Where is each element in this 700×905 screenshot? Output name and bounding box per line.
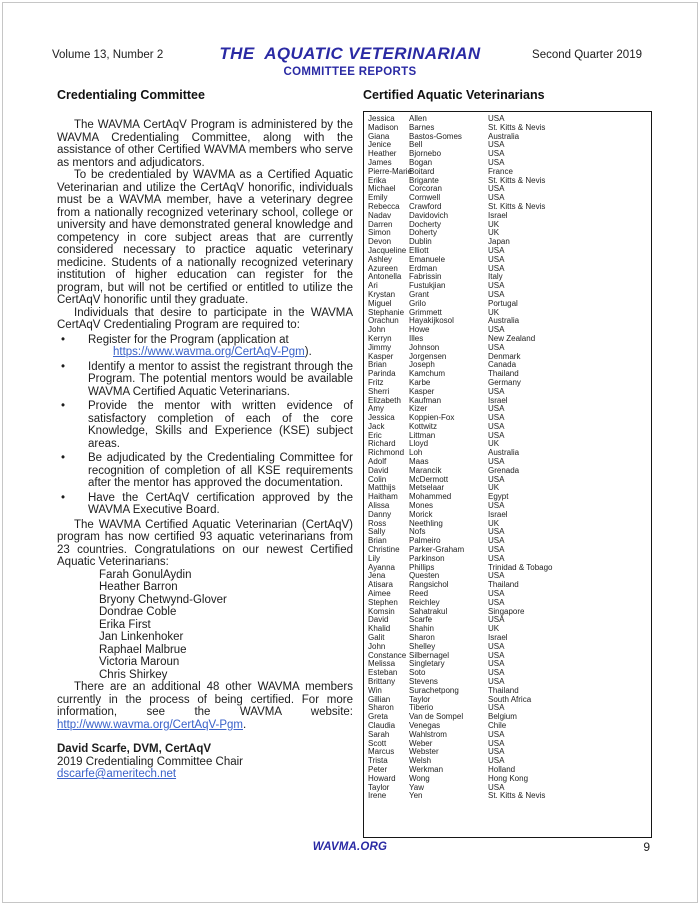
vet-last-name: Hayakijkosol: [409, 316, 454, 326]
vet-last-name: Kasper: [409, 386, 435, 396]
vet-first-name: Ari: [368, 281, 378, 291]
requirements-list: [57, 334, 353, 517]
chair-role: 2019 Credentialing Committee Chair: [57, 755, 244, 768]
vet-first-name: Trista: [368, 756, 388, 766]
vet-last-name: Johnson: [409, 342, 440, 352]
vet-first-name: David: [368, 615, 389, 625]
vet-first-name: Richard: [368, 439, 396, 449]
vet-first-name: Kasper: [368, 351, 394, 361]
vet-country: St. Kitts & Nevis: [488, 791, 546, 801]
newest-vet-name: Bryony Chetwynd-Glover: [99, 593, 227, 606]
vet-first-name: Elizabeth: [368, 395, 401, 405]
vet-first-name: Fritz: [368, 377, 384, 387]
vet-country: USA: [488, 536, 505, 546]
vet-country: USA: [488, 263, 505, 273]
vet-last-name: Webster: [409, 747, 439, 757]
vet-first-name: Komsin: [368, 606, 395, 616]
vet-first-name: Michael: [368, 184, 396, 194]
vet-country: USA: [488, 501, 505, 511]
vet-last-name: Karbe: [409, 377, 431, 387]
issue-label: Second Quarter 2019: [532, 49, 642, 61]
vet-country: South Africa: [488, 694, 532, 704]
more-info-text: There are an additional 48 other WAVMA members currently in the process of being certified. For more information, see the WAVMA website:: [57, 681, 353, 718]
vet-country: USA: [488, 553, 505, 563]
vet-last-name: Fabrissin: [409, 272, 442, 282]
newest-vet-name: Jan Linkenhoker: [99, 631, 184, 643]
vet-country: Portugal: [488, 298, 518, 308]
vet-first-name: Howard: [368, 773, 396, 783]
vet-country: USA: [488, 756, 505, 766]
vet-first-name: Christine: [368, 545, 400, 555]
vet-first-name: Colin: [368, 474, 387, 484]
vet-first-name: Erika: [368, 175, 387, 185]
vet-last-name: Doherty: [409, 228, 438, 238]
vet-last-name: Palmeiro: [409, 536, 441, 546]
vet-last-name: Scarfe: [409, 615, 433, 625]
chair-email-link[interactable]: dscarfe@ameritech.net: [57, 768, 177, 780]
vet-first-name: Greta: [368, 712, 389, 722]
vet-last-name: Bastos-Gomes: [409, 131, 462, 141]
vet-country: USA: [488, 747, 505, 757]
vet-first-name: Jack: [368, 421, 385, 431]
vet-country: Israel: [488, 210, 508, 220]
vet-country: Australia: [488, 131, 520, 141]
vet-country: USA: [488, 413, 505, 423]
vet-country: USA: [488, 404, 505, 414]
vet-country: USA: [488, 114, 505, 123]
vet-country: USA: [488, 703, 505, 713]
vet-last-name: Soto: [409, 668, 426, 678]
vet-country: Thailand: [488, 685, 519, 695]
vet-last-name: Davidovich: [409, 210, 449, 220]
vet-first-name: Nadav: [368, 210, 392, 220]
bullet-register-text: Register for the Program (application at: [88, 333, 289, 346]
vet-first-name: Giana: [368, 131, 390, 141]
vet-country: UK: [488, 219, 500, 229]
vet-first-name: Galit: [368, 633, 385, 643]
vet-last-name: Joseph: [409, 360, 435, 370]
vet-last-name: Taylor: [409, 694, 431, 704]
vet-last-name: Reichley: [409, 597, 440, 607]
vet-first-name: Taylor: [368, 782, 390, 792]
vet-last-name: Corcoran: [409, 184, 442, 194]
vet-first-name: Danny: [368, 509, 392, 519]
vet-country: USA: [488, 430, 505, 440]
vet-first-name: James: [368, 157, 392, 167]
vet-country: Israel: [488, 395, 508, 405]
vet-country: USA: [488, 527, 505, 537]
left-column-heading: Credentialing Committee: [57, 88, 205, 102]
newest-vet-name: Chris Shirkey: [99, 668, 168, 681]
newest-vet-name: Raphael Malbrue: [99, 643, 187, 656]
vet-last-name: McDermott: [409, 474, 449, 484]
vet-last-name: Kottwitz: [409, 421, 438, 431]
vet-first-name: Esteban: [368, 668, 398, 678]
vet-last-name: Shahin: [409, 624, 434, 634]
vet-country: Grenada: [488, 465, 520, 475]
vet-first-name: Heather: [368, 149, 397, 159]
vet-country: St. Kitts & Nevis: [488, 122, 546, 132]
vet-first-name: Alissa: [368, 501, 390, 511]
vet-country: USA: [488, 140, 505, 150]
vet-country: Israel: [488, 509, 508, 519]
vet-first-name: Brittany: [368, 677, 396, 686]
vet-first-name: Win: [368, 685, 382, 695]
wavma-certaqv-link[interactable]: http://www.wavma.org/CertAqV-Pgm: [57, 718, 243, 731]
vet-last-name: Brigante: [409, 175, 439, 185]
vet-country: Australia: [488, 316, 520, 326]
section-title: COMMITTEE REPORTS: [283, 66, 417, 78]
vet-first-name: Simon: [368, 228, 391, 238]
vet-first-name: David: [368, 465, 389, 475]
vet-country: USA: [488, 184, 505, 194]
vet-country: USA: [488, 245, 505, 255]
bullet-identify-mentor: [57, 361, 353, 399]
vet-country: UK: [488, 518, 500, 528]
vet-first-name: Brian: [368, 360, 387, 370]
bullet-register-suffix: ).: [304, 346, 312, 358]
vet-first-name: Eric: [368, 430, 382, 440]
vet-country: Canada: [488, 360, 517, 370]
vet-first-name: Ashley: [368, 254, 393, 264]
vet-last-name: Reed: [409, 589, 429, 599]
vet-last-name: Yen: [409, 791, 423, 801]
bullet-adjudicated-text: Be adjudicated by the Credentialing Committee for recognition of completion of all KSE requirements after the mentor has approved the documentation.: [88, 452, 353, 489]
vet-country: USA: [488, 782, 505, 792]
vet-country: St. Kitts & Nevis: [488, 175, 546, 185]
vet-first-name: Marcus: [368, 747, 395, 757]
vet-first-name: Constance: [368, 650, 407, 660]
vet-last-name: Yaw: [409, 782, 424, 792]
newest-vets-list: [99, 569, 353, 682]
vet-last-name: Morick: [409, 509, 433, 519]
vet-last-name: Welsh: [409, 756, 432, 766]
vet-last-name: Dublin: [409, 237, 432, 247]
vet-country: UK: [488, 439, 500, 449]
intro-paragraph: The WAVMA CertAqV Program is administered by the WAVMA Credentialing Committee, along with the assistance of other Certified WAVMA members who serve as mentors and adjudicators.: [57, 119, 353, 169]
vet-last-name: Elliott: [409, 245, 429, 255]
vet-last-name: Sharon: [409, 633, 435, 643]
page-number: 9: [643, 840, 650, 854]
vet-last-name: Van de Sompel: [409, 712, 464, 722]
vet-last-name: Loh: [409, 448, 423, 458]
bullet-icon: •: [61, 360, 66, 373]
vet-country: Chile: [488, 720, 507, 730]
vet-first-name: Orachun: [368, 316, 399, 326]
bullet-identify-mentor-text: Identify a mentor to assist the registrant through the Program. The potential mentors would be available WAVMA Certified Aquatic Veterinarians.: [88, 360, 353, 398]
vet-last-name: Shelley: [409, 641, 436, 651]
vet-country: Egypt: [488, 492, 509, 502]
bullet-provide-evidence: [57, 400, 353, 450]
vet-last-name: Neethling: [409, 518, 443, 528]
vet-last-name: Cornwell: [409, 193, 441, 203]
vet-table: [363, 111, 652, 838]
footer-website: WAVMA.ORG: [312, 841, 388, 853]
vet-first-name: Sherri: [368, 386, 390, 396]
vet-last-name: Stevens: [409, 677, 438, 686]
vet-first-name: Jessica: [368, 413, 395, 423]
vet-country: Israel: [488, 633, 508, 643]
vet-country: USA: [488, 738, 505, 748]
vet-country: Australia: [488, 448, 520, 458]
more-info-paragraph: [57, 681, 353, 731]
bullet-icon: •: [61, 400, 66, 412]
vet-last-name: Erdman: [409, 263, 438, 273]
vet-last-name: Emanuele: [409, 254, 446, 264]
vet-first-name: John: [368, 325, 386, 335]
vet-country: Holland: [488, 764, 516, 774]
vet-last-name: Wong: [409, 773, 430, 783]
vet-first-name: Adolf: [368, 457, 387, 467]
vet-country: USA: [488, 571, 505, 581]
vet-last-name: Littman: [409, 430, 436, 440]
vet-first-name: Sarah: [368, 729, 390, 739]
vet-last-name: Grant: [409, 289, 430, 299]
vet-country: USA: [488, 729, 505, 739]
vet-last-name: Bell: [409, 140, 423, 150]
credentialing-committee-column: [57, 88, 353, 781]
vet-first-name: Claudia: [368, 720, 396, 730]
certified-vets-column: [363, 88, 652, 838]
vet-last-name: Venegas: [409, 720, 441, 730]
vet-last-name: Surachetpong: [409, 685, 459, 695]
vet-first-name: Scott: [368, 738, 387, 748]
vet-last-name: Metselaar: [409, 483, 445, 493]
vet-country: USA: [488, 474, 505, 484]
vet-country: Hong Kong: [488, 773, 529, 783]
vet-last-name: Parkinson: [409, 553, 445, 563]
vet-country: Japan: [488, 237, 510, 247]
vet-country: UK: [488, 624, 500, 634]
bullet-icon: •: [61, 333, 66, 346]
vet-last-name: Allen: [409, 114, 427, 123]
vet-country: USA: [488, 650, 505, 660]
vet-first-name: Devon: [368, 237, 392, 247]
vet-country: UK: [488, 228, 500, 238]
vet-country: Thailand: [488, 369, 519, 379]
program-stats-paragraph: The WAVMA Certified Aquatic Veterinarian (CertAqV) program has now certified 93 aquatic veterinarians from 23 countries. Congratulations on our newest Certified Aquatic Veterinarians:: [57, 518, 353, 568]
vet-first-name: Jenice: [368, 140, 392, 150]
vet-first-name: Parinda: [368, 369, 396, 379]
vet-last-name: Questen: [409, 571, 440, 581]
bullet-approval: [57, 492, 353, 517]
vet-country: USA: [488, 668, 505, 678]
vet-first-name: Aimee: [368, 589, 391, 599]
vet-first-name: Atisara: [368, 580, 393, 590]
vet-last-name: Fustukjian: [409, 281, 446, 291]
newest-vet-name: Dondrae Coble: [99, 606, 177, 618]
vet-first-name: Gillian: [368, 694, 391, 704]
vet-first-name: John: [368, 641, 386, 651]
volume-label: Volume 13, Number 2: [52, 49, 164, 61]
vet-country: USA: [488, 641, 505, 651]
newest-vet-name: Victoria Maroun: [99, 656, 180, 668]
vet-first-name: Kerryn: [368, 333, 392, 343]
vet-country: France: [488, 166, 513, 176]
vet-last-name: Werkman: [409, 764, 444, 774]
vet-first-name: Amy: [368, 404, 384, 414]
publication-title: THE AQUATIC VETERINARIAN: [219, 44, 481, 63]
vet-first-name: Krystan: [368, 289, 396, 299]
credential-requirements-paragraph: To be credentialed by WAVMA as a Certified Aquatic Veterinarian and utilize the CertAqV honorific, individuals must be a WAVMA member, have a veterinary degree from a nationally recognized veterinary school, college or university and have demonstrated general knowledge and competency in core subject areas that are currently considered necessary to practice aquatic veterinary medicine. Students of a nationally recognized veterinary institution of higher education can register for the program, but will not be certified or entitled to utilize the CertAqV honorific until they graduate.: [57, 169, 353, 306]
participation-intro-paragraph: Individuals that desire to participate in the WAVMA CertAqV Credentialing Program are required to:: [57, 306, 353, 331]
vet-last-name: Koppien-Fox: [409, 413, 455, 423]
vet-last-name: Illes: [409, 333, 424, 343]
vet-first-name: Stephen: [368, 597, 398, 607]
vet-country: USA: [488, 342, 505, 352]
newest-vet-name: Heather Barron: [99, 581, 178, 593]
vet-country: Germany: [488, 377, 521, 387]
vet-country: Singapore: [488, 606, 525, 616]
vet-first-name: Ross: [368, 518, 387, 528]
vet-last-name: Singletary: [409, 659, 445, 669]
vet-first-name: Matthijs: [368, 483, 396, 493]
vet-country: USA: [488, 149, 505, 159]
vet-country: St. Kitts & Nevis: [488, 201, 546, 211]
bullet-icon: •: [61, 491, 66, 504]
vet-country: Belgium: [488, 712, 517, 722]
vet-last-name: Lloyd: [409, 439, 429, 449]
vet-country: USA: [488, 677, 505, 686]
vet-last-name: Kamchum: [409, 369, 446, 379]
vet-country: Italy: [488, 272, 503, 282]
vet-last-name: Barnes: [409, 122, 435, 132]
vet-first-name: Melissa: [368, 659, 396, 669]
bullet-icon: •: [61, 452, 66, 464]
vet-row: [368, 792, 651, 801]
vet-country: UK: [488, 483, 500, 493]
vet-country: USA: [488, 597, 505, 607]
vet-last-name: Kizer: [409, 404, 428, 414]
certaqv-application-link[interactable]: https://www.wavma.org/CertAqV-Pgm: [113, 346, 305, 358]
vet-last-name: Mohammed: [409, 492, 452, 502]
vet-country: USA: [488, 457, 505, 467]
vet-last-name: Docherty: [409, 219, 442, 229]
vet-country: USA: [488, 386, 505, 396]
vet-last-name: Kaufman: [409, 395, 442, 405]
bullet-provide-evidence-text: Provide the mentor with written evidence of satisfactory completion of each of the core Knowledge, Skills and Experience (KSE) subject areas.: [88, 400, 353, 450]
vet-first-name: Darren: [368, 219, 393, 229]
vet-last-name: Bogan: [409, 157, 433, 167]
vet-first-name: Peter: [368, 764, 388, 774]
bullet-register: [57, 334, 353, 359]
vet-first-name: Stephanie: [368, 307, 405, 317]
vet-first-name: Irene: [368, 791, 387, 801]
vet-last-name: Boitard: [409, 166, 435, 176]
vet-country: Trinidad & Tobago: [488, 562, 553, 572]
vet-first-name: Richmond: [368, 448, 405, 458]
vet-first-name: Azureen: [368, 263, 398, 273]
right-column-heading: Certified Aquatic Veterinarians: [363, 88, 545, 102]
vet-first-name: Madison: [368, 122, 399, 132]
vet-last-name: Parker-Graham: [409, 545, 465, 555]
vet-last-name: Marancik: [409, 465, 442, 475]
vet-first-name: Sally: [368, 527, 386, 537]
vet-last-name: Grilo: [409, 298, 426, 308]
vet-first-name: Pierre-Marie: [368, 166, 413, 176]
chair-name: David Scarfe, DVM, CertAqV: [57, 743, 212, 755]
vet-country: USA: [488, 289, 505, 299]
vet-last-name: Silbernagel: [409, 650, 450, 660]
vet-last-name: Wahlstrom: [409, 729, 447, 739]
vet-first-name: Sharon: [368, 703, 394, 713]
vet-last-name: Mones: [409, 501, 434, 511]
vet-last-name: Howe: [409, 325, 430, 335]
newest-vet-name: Farah GonulAydin: [99, 568, 192, 581]
vet-country: UK: [488, 307, 500, 317]
vet-country: USA: [488, 254, 505, 264]
vet-first-name: Emily: [368, 193, 388, 203]
signature-block: [57, 743, 353, 781]
vet-country: Denmark: [488, 351, 521, 361]
vet-country: USA: [488, 193, 505, 203]
vet-country: New Zealand: [488, 333, 536, 343]
vet-first-name: Antonella: [368, 272, 402, 282]
vet-first-name: Jena: [368, 571, 386, 581]
vet-country: USA: [488, 281, 505, 291]
vet-last-name: Crawford: [409, 201, 442, 211]
vet-last-name: Phillips: [409, 562, 435, 572]
vet-country: Thailand: [488, 580, 519, 590]
vet-first-name: Lily: [368, 553, 381, 563]
vet-first-name: Jacqueline: [368, 245, 407, 255]
newest-vet-name: Erika First: [99, 618, 151, 631]
vet-first-name: Brian: [368, 536, 387, 546]
bullet-approval-text: Have the CertAqV certification approved by the WAVMA Executive Board.: [88, 491, 353, 516]
vet-last-name: Rangsichol: [409, 580, 449, 590]
vet-first-name: Haitham: [368, 492, 398, 502]
vet-last-name: Jorgensen: [409, 351, 447, 361]
vet-last-name: Weber: [409, 738, 433, 748]
vet-last-name: Nofs: [409, 527, 426, 537]
bullet-adjudicated: [57, 452, 353, 490]
vet-first-name: Ayanna: [368, 562, 395, 572]
more-info-suffix: .: [242, 718, 247, 731]
vet-country: USA: [488, 659, 505, 669]
vet-first-name: Jessica: [368, 114, 395, 123]
vet-country: USA: [488, 157, 505, 167]
vet-last-name: Sahatrakul: [409, 606, 448, 616]
vet-country: USA: [488, 325, 505, 335]
vet-last-name: Tiberio: [409, 703, 434, 713]
vet-country: USA: [488, 545, 505, 555]
vet-last-name: Bjornebo: [409, 149, 442, 159]
vet-first-name: Khalid: [368, 624, 391, 634]
vet-country: USA: [488, 589, 505, 599]
vet-first-name: Miguel: [368, 298, 392, 308]
vet-last-name: Grimmett: [409, 307, 442, 317]
vet-country: USA: [488, 615, 505, 625]
vet-first-name: Rebecca: [368, 201, 400, 211]
vet-first-name: Jimmy: [368, 342, 392, 352]
vet-country: USA: [488, 421, 505, 431]
vet-last-name: Maas: [409, 457, 429, 467]
